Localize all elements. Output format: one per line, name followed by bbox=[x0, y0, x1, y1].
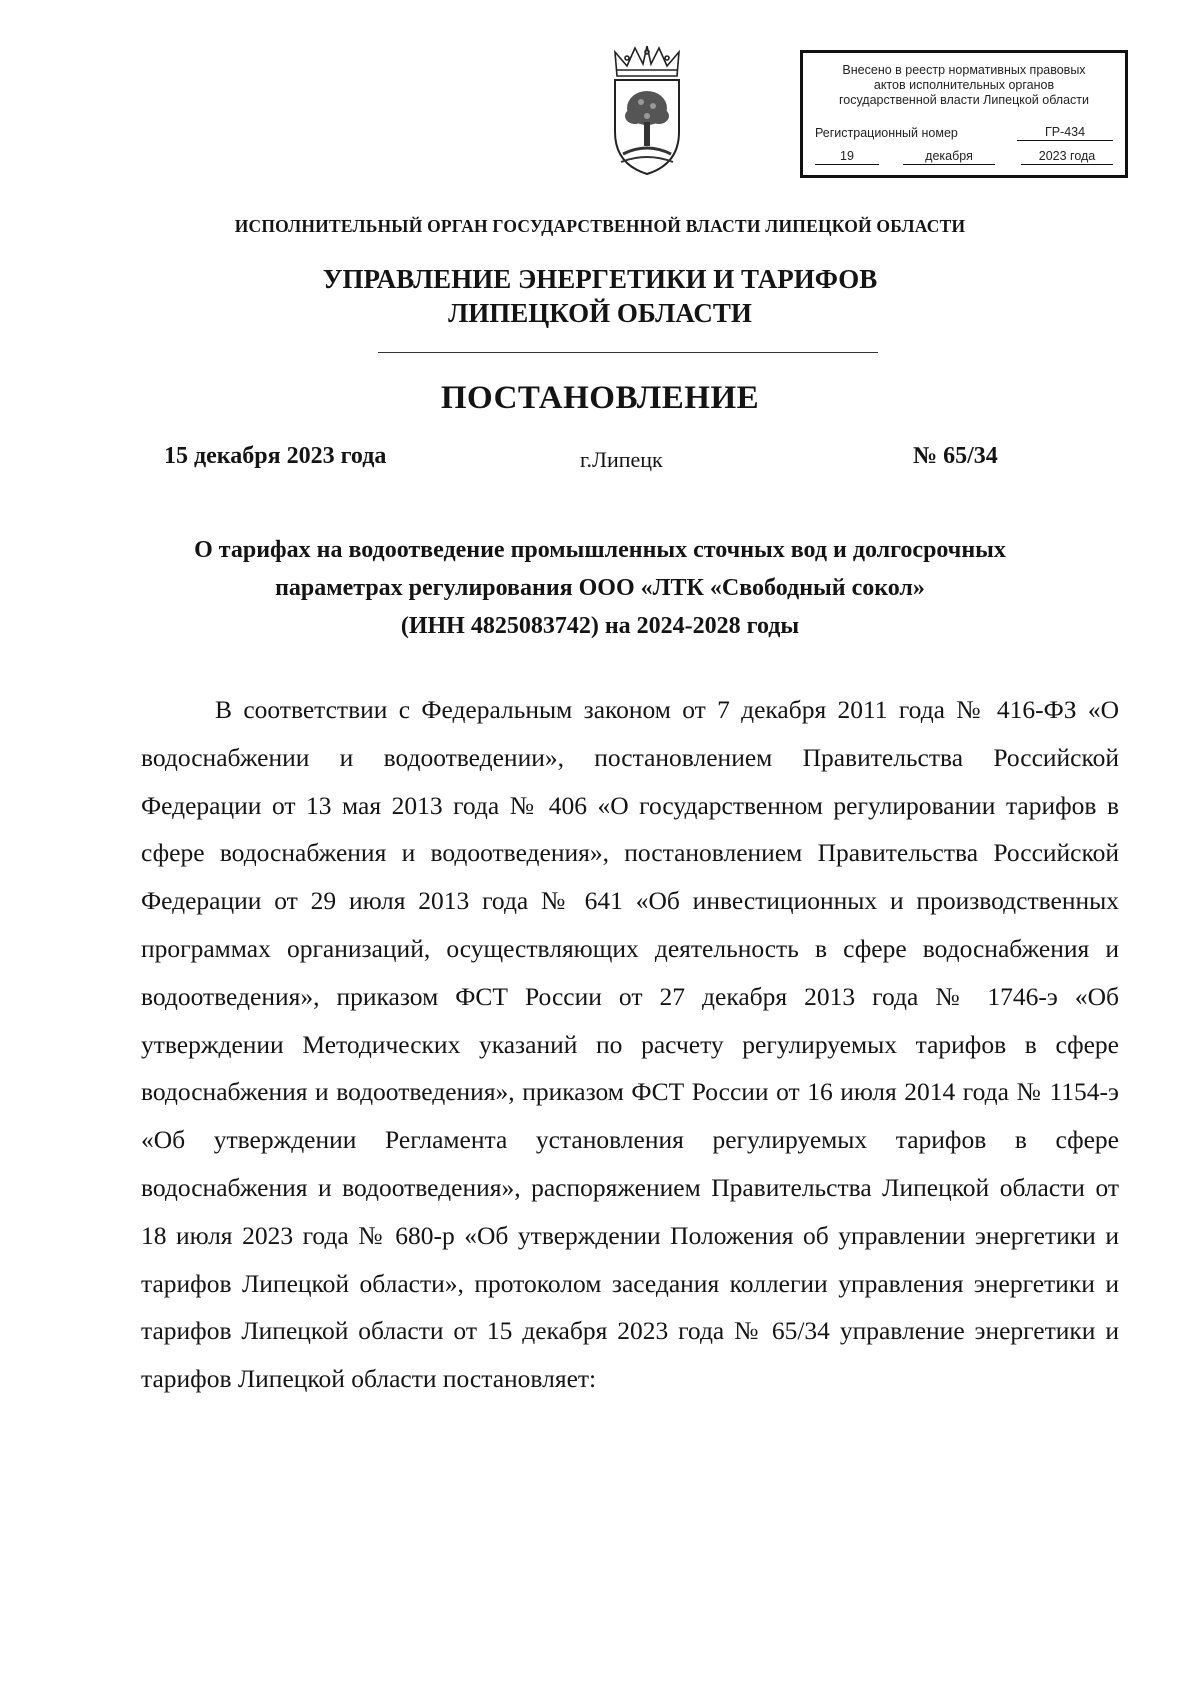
lipetsk-coat-of-arms-icon bbox=[609, 46, 685, 180]
department-line-2: ЛИПЕЦКОЙ ОБЛАСТИ bbox=[448, 298, 752, 328]
header-divider bbox=[378, 352, 878, 353]
stamp-line-1: Внесено в реестр нормативных правовых bbox=[842, 63, 1086, 77]
document-type: ПОСТАНОВЛЕНИЕ bbox=[440, 380, 760, 416]
date-line bbox=[0, 443, 1200, 477]
subject-line-2: параметрах регулирования ООО «ЛТК «Свободный сокол» bbox=[275, 575, 925, 601]
subject-line-3: (ИНН 4825083742) на 2024-2028 годы bbox=[400, 613, 800, 639]
document-body bbox=[141, 686, 1119, 1403]
stamp-year: 2023 года bbox=[1021, 149, 1113, 165]
body-paragraph: В соответствии с Федеральным законом от 7 декабря 2011 года № 416-ФЗ «О водоснабжении и водоотведении», постановлением Правительства Российской Федерации от 13 мая 2013 года № 406 «О государственном регулировании тарифов в сфере водоснабжения и водоотведения», постановлением Правительства Российской Федерации от 29 июля 2013 года № 641 «Об инвестиционных и производственных программах организаций, осуществляющих деятельность в сфере водоснабжения и водоотведения», приказом ФСТ России от 27 декабря 2013 года № 1746-э «Об утверждении Методических указаний по расчету регулируемых тарифов в сфере водоснабжения и водоотведения», приказом ФСТ России от 16 июля 2014 года № 1154-э «Об утверждении Регламента установления регулируемых тарифов в сфере водоснабжения и водоотведения», распоряжением Правительства Липецкой области от 18 июля 2023 года № 680-р «Об утверждении Положения об управлении энергетики и тарифов Липецкой области», протоколом заседания коллегии управления энергетики и тарифов Липецкой области от 15 декабря 2023 года № 65/34 управление энергетики и тарифов Липецкой области постановляет: bbox=[141, 695, 1119, 1394]
stamp-reg-number: ГР-434 bbox=[1017, 125, 1113, 141]
stamp-month: декабря bbox=[903, 149, 995, 165]
subject-line-1: О тарифах на водоотведение промышленных сточных вод и долгосрочных bbox=[194, 537, 1006, 563]
issuing-authority: ИСПОЛНИТЕЛЬНЫЙ ОРГАН ГОСУДАРСТВЕННОЙ ВЛАСТИ ЛИПЕЦКОЙ ОБЛАСТИ bbox=[234, 216, 966, 236]
stamp-line-2: актов исполнительных органов bbox=[873, 78, 1055, 92]
department-line-1: УПРАВЛЕНИЕ ЭНЕРГЕТИКИ И ТАРИФОВ bbox=[322, 264, 878, 294]
stamp-reg-number-row bbox=[815, 125, 1113, 141]
document-date: 15 декабря 2023 года bbox=[164, 443, 387, 469]
stamp-day: 19 bbox=[815, 149, 879, 165]
document-subject bbox=[0, 531, 1200, 645]
registry-stamp bbox=[800, 50, 1128, 178]
stamp-reg-number-label: Регистрационный номер bbox=[815, 126, 958, 140]
stamp-date-row bbox=[815, 149, 1113, 165]
department-name bbox=[0, 262, 1200, 330]
document-city: г.Липецк bbox=[580, 447, 663, 472]
stamp-line-3: государственной власти Липецкой области bbox=[838, 93, 1090, 107]
document-number: № 65/34 bbox=[913, 443, 998, 469]
